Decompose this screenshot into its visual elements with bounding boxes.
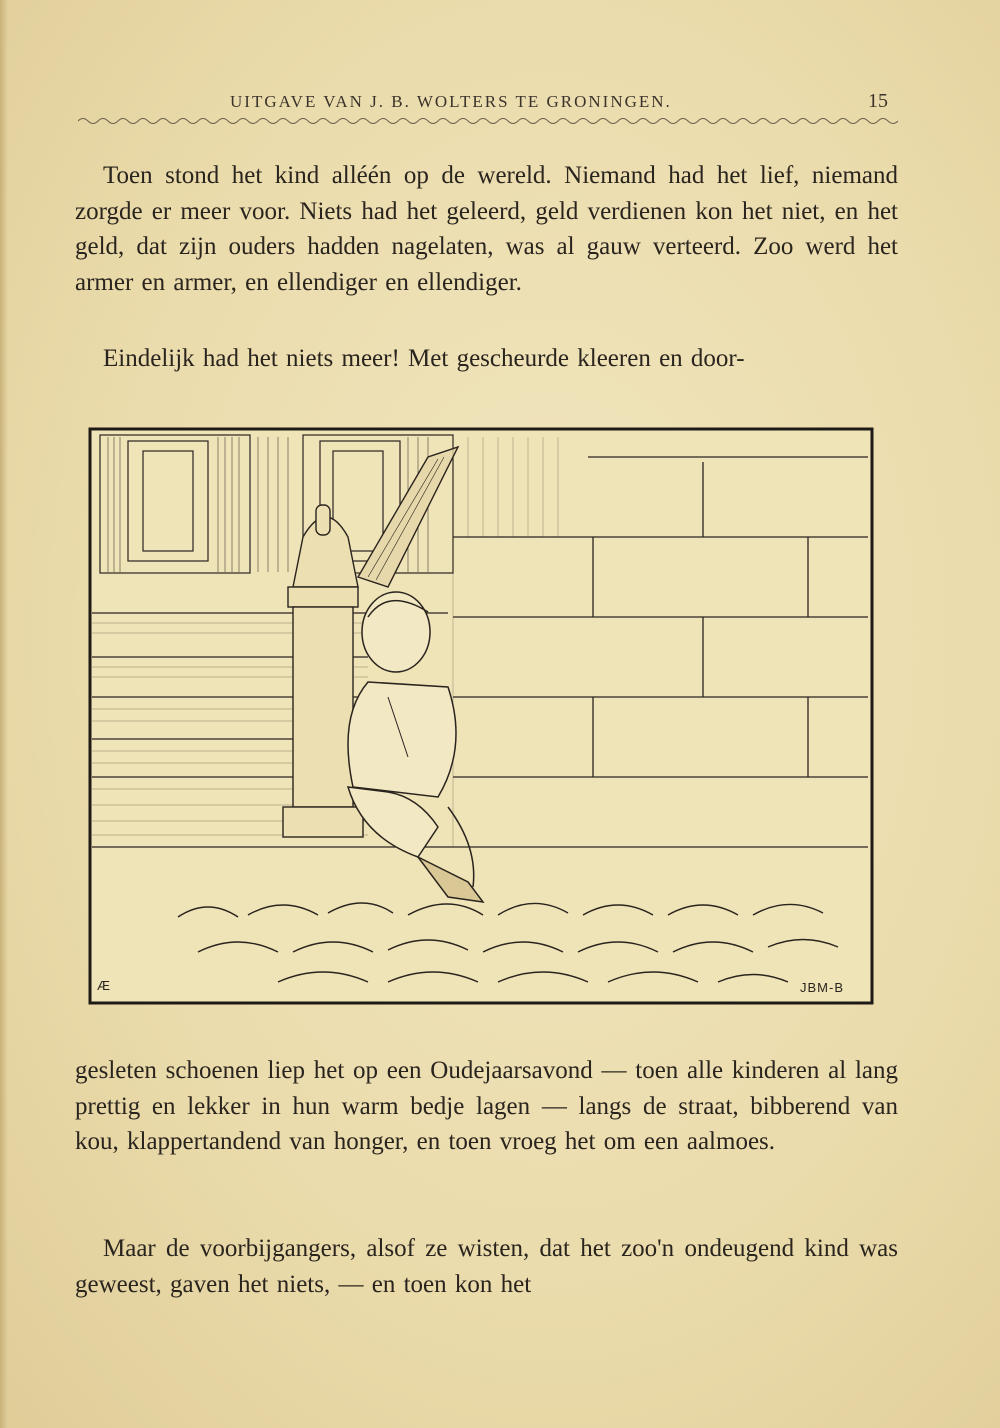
text-block-top-2 <box>75 341 898 377</box>
illustration-boy-on-steps <box>88 427 874 1005</box>
running-header: UITGAVE VAN J. B. WOLTERS TE GRONINGEN. <box>230 92 672 111</box>
header-wavy-rule <box>78 114 900 128</box>
paragraph: Toen stond het kind alléén op de wereld. Niemand had het lief, niemand zorgde er meer voor. Niets had het geleerd, geld verdienen kon het niet, en het geld, dat zijn ouders hadden nagelaten, was al gauw verteerd. Zoo werd het armer en armer, en ellendiger en ellendiger. <box>75 162 898 296</box>
page-number: 15 <box>868 90 888 112</box>
text-block-bottom <box>75 1053 898 1160</box>
printer-mark: Æ <box>97 978 110 993</box>
paragraph: gesleten schoenen liep het op een Oudejaarsavond — toen alle kinderen al lang prettig en lekker in hun warm bedje lagen — langs de straat, bibberend van kou, klappertandend van honger, en toen vroeg het om een aalmoes. <box>75 1057 898 1155</box>
text-block-top <box>75 158 898 300</box>
page-edge-shadow <box>0 0 8 1428</box>
paragraph: Eindelijk had het niets meer! Met gescheurde kleeren en door- <box>103 345 745 372</box>
text-block-bottom-2 <box>75 1231 898 1302</box>
artist-signature: JBM-B <box>800 980 844 995</box>
paragraph: Maar de voorbijgangers, alsof ze wisten, dat het zoo'n ondeugend kind was geweest, gaven het niets, — en toen kon het <box>75 1235 898 1298</box>
